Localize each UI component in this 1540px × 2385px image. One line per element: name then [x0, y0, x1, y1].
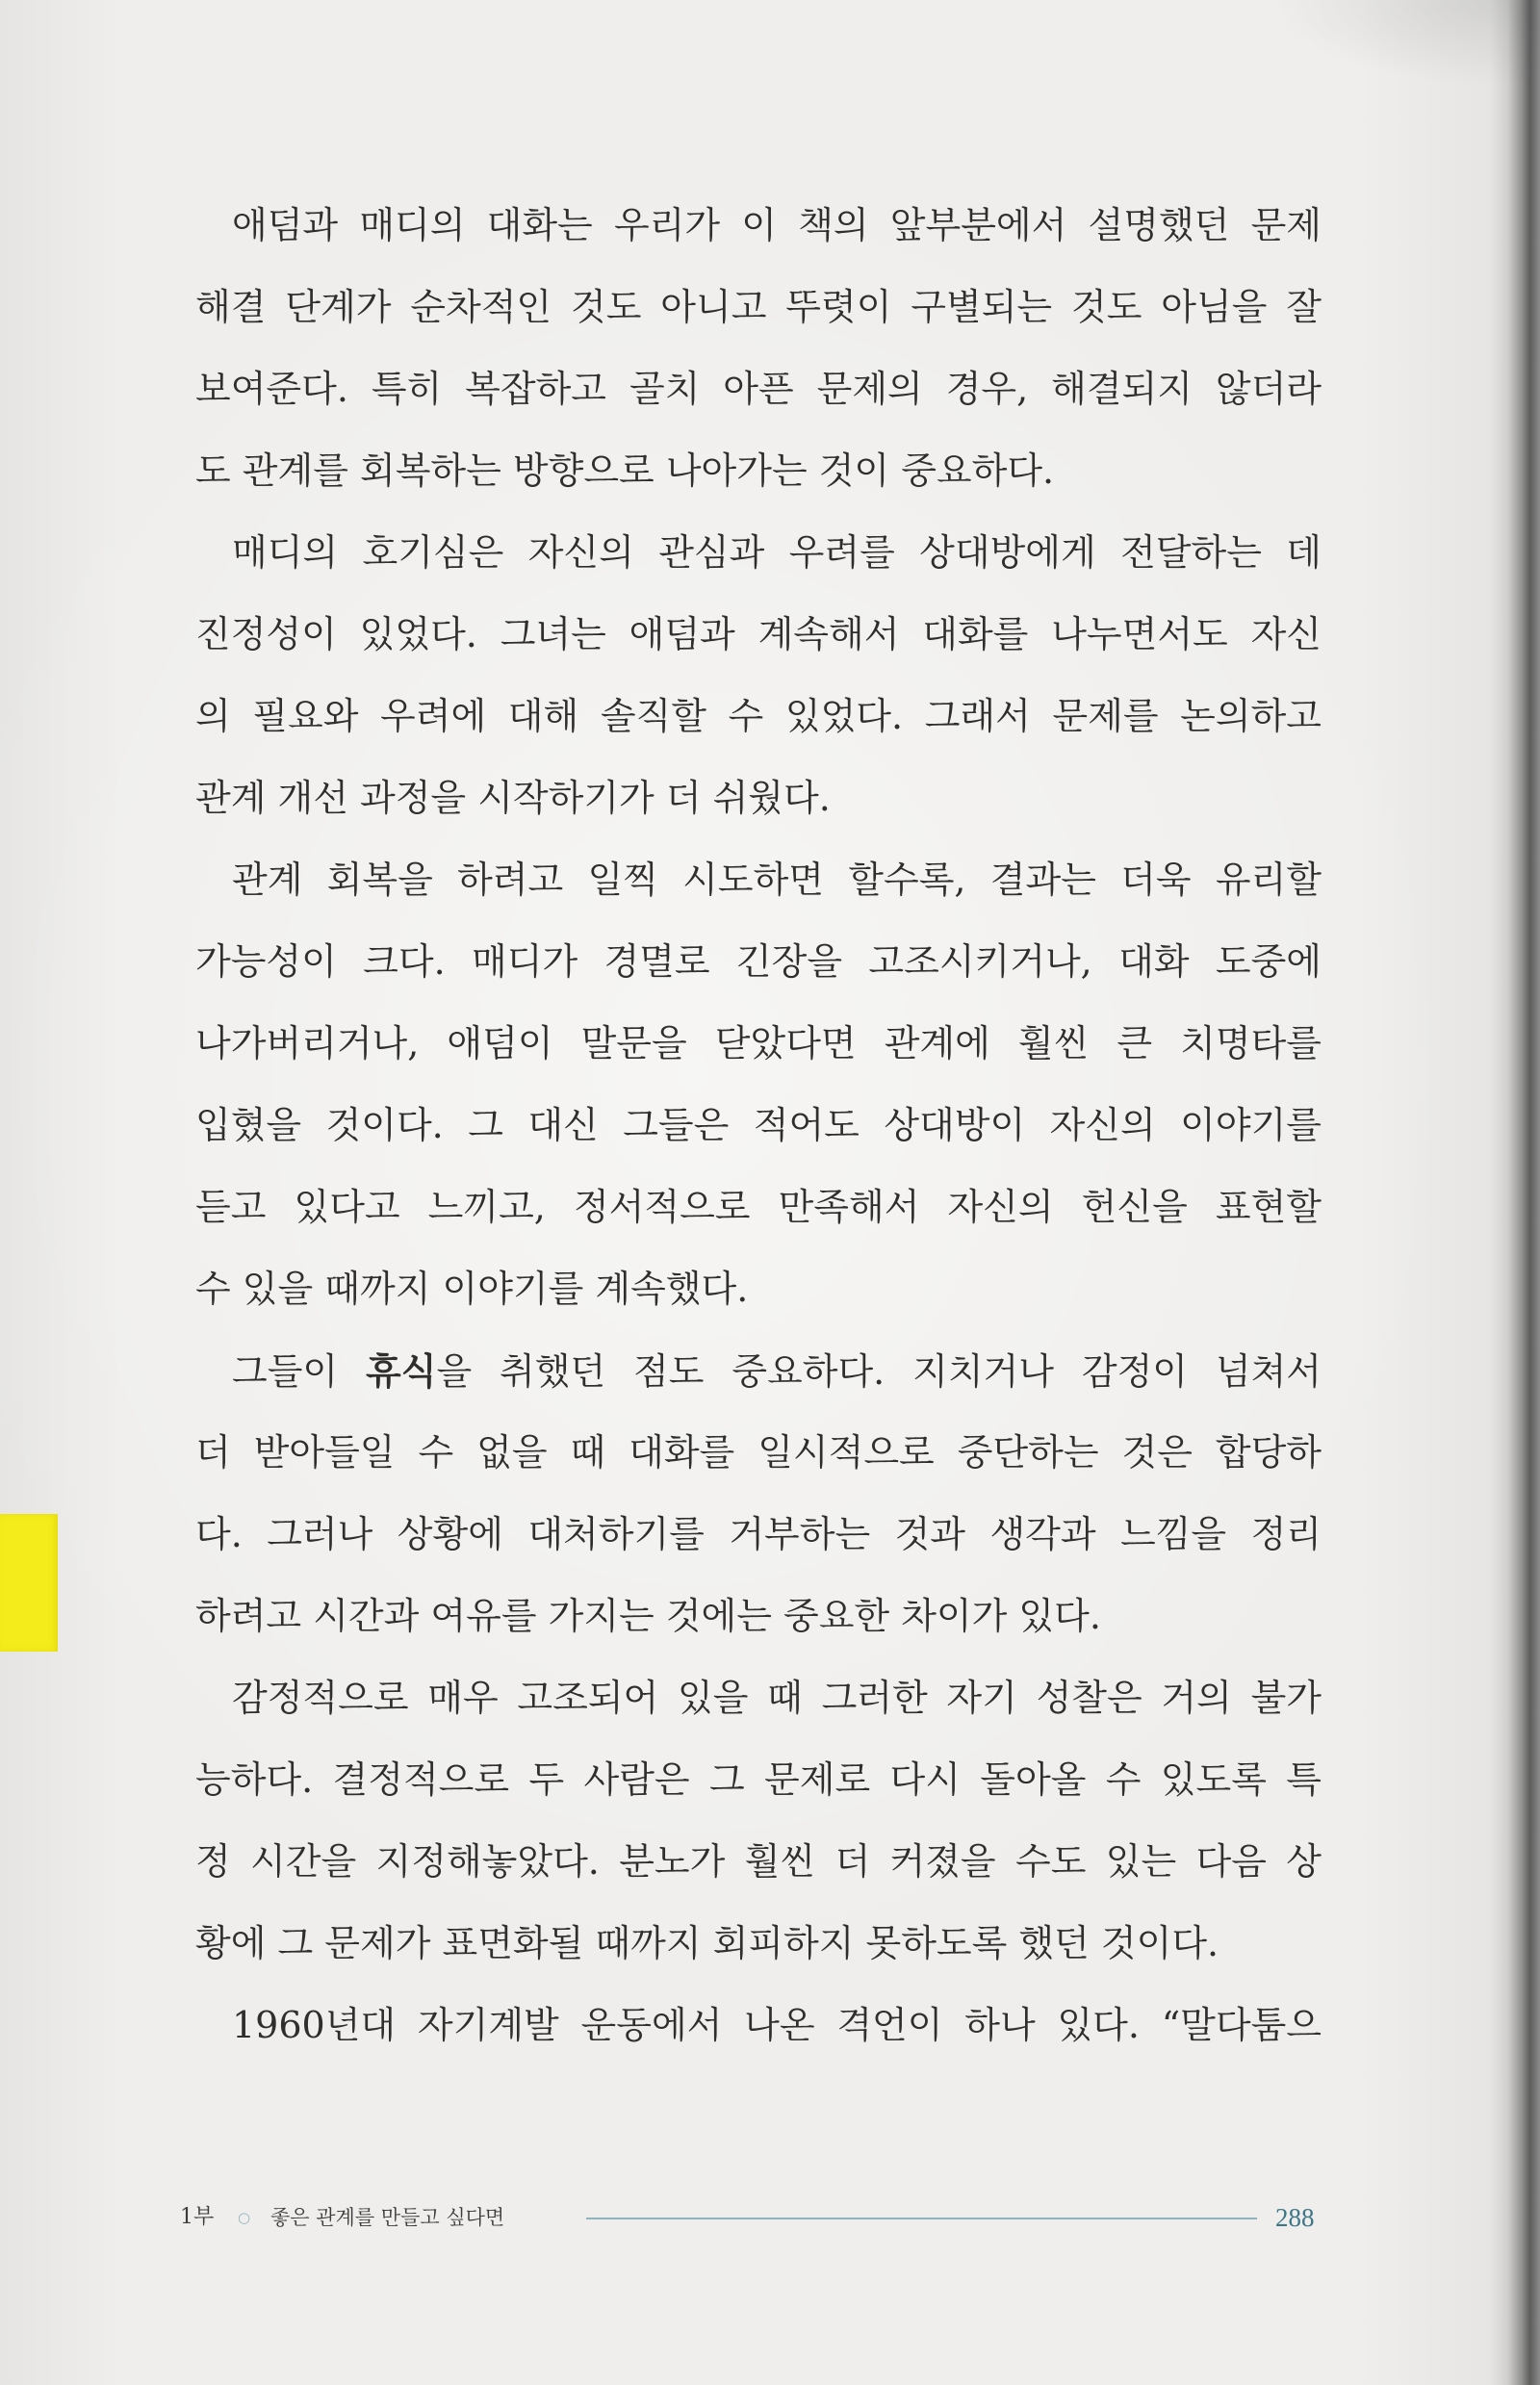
part-label: 1부	[180, 2205, 215, 2229]
text-line: 보여준다. 특히 복잡하고 골치 아픈 문제의 경우, 해결되지 않더라	[195, 368, 1322, 410]
paragraph	[195, 839, 1322, 1330]
text-line: 다. 그러나 상황에 대처하기를 거부하는 것과 생각과 느낌을 정리	[195, 1513, 1322, 1555]
body-text	[195, 185, 1322, 2066]
text-run: 을 취했던 점도 중요하다. 지치거나 감정이 넘쳐서	[436, 1350, 1322, 1393]
text-line: 하려고 시간과 여유를 가지는 것에는 중요한 차이가 있다.	[195, 1595, 1101, 1637]
text-line: 관계 회복을 하려고 일찍 시도하면 할수록, 결과는 더욱 유리할	[232, 859, 1322, 901]
sticky-note-flag	[0, 1514, 58, 1652]
text-line: 더 받아들일 수 없을 때 대화를 일시적으로 중단하는 것은 합당하	[195, 1431, 1322, 1474]
text-line: 수 있을 때까지 이야기를 계속했다.	[195, 1268, 749, 1310]
text-line: 듣고 있다고 느끼고, 정서적으로 만족해서 자신의 헌신을 표현할	[195, 1186, 1322, 1228]
paragraph	[195, 1985, 1322, 2066]
text-run: 그들이	[232, 1350, 367, 1393]
emphasized-term: 휴식	[366, 1349, 437, 1393]
text-line: 나가버리거나, 애덤이 말문을 닫았다면 관계에 훨씬 큰 치명타를	[195, 1022, 1322, 1064]
paragraph	[195, 185, 1322, 512]
page-number: 288	[1275, 2203, 1315, 2232]
text-line: 도 관계를 회복하는 방향으로 나아가는 것이 중요하다.	[195, 449, 1055, 492]
text-line: 정 시간을 지정해놓았다. 분노가 훨씬 더 커졌을 수도 있는 다음 상	[195, 1840, 1322, 1883]
text-line: 가능성이 크다. 매디가 경멸로 긴장을 고조시키거나, 대화 도중에	[195, 940, 1322, 983]
footer-rule	[586, 2218, 1257, 2219]
text-line: 감정적으로 매우 고조되어 있을 때 그러한 자기 성찰은 거의 불가	[232, 1677, 1322, 1719]
section-title: 좋은 관계를 만들고 싶다면	[270, 2206, 505, 2229]
text-line: 관계 개선 과정을 시작하기가 더 쉬웠다.	[195, 777, 831, 819]
text-line: 진정성이 있었다. 그녀는 애덤과 계속해서 대화를 나누면서도 자신	[195, 613, 1322, 655]
footer-separator: ○	[238, 2209, 251, 2226]
page-edge-shadow	[1490, 0, 1540, 2385]
running-footer	[0, 2196, 1540, 2239]
text-line: 1960년대 자기계발 운동에서 나온 격언이 하나 있다. “말다툼으	[232, 2004, 1322, 2046]
text-line: 애덤과 매디의 대화는 우리가 이 책의 앞부분에서 설명했던 문제	[232, 204, 1322, 246]
text-line: 의 필요와 우려에 대해 솔직할 수 있었다. 그래서 문제를 논의하고	[195, 695, 1322, 737]
text-line: 매디의 호기심은 자신의 관심과 우려를 상대방에게 전달하는 데	[232, 531, 1322, 574]
text-line: 입혔을 것이다. 그 대신 그들은 적어도 상대방이 자신의 이야기를	[195, 1104, 1322, 1146]
text-line: 해결 단계가 순차적인 것도 아니고 뚜렷이 구별되는 것도 아님을 잘	[195, 286, 1322, 328]
text-line: 황에 그 문제가 표면화될 때까지 회피하지 못하도록 했던 것이다.	[195, 1922, 1219, 1964]
paragraph	[195, 1657, 1322, 1985]
text-line: 능하다. 결정적으로 두 사람은 그 문제로 다시 돌아올 수 있도록 특	[195, 1758, 1322, 1801]
text-line	[195, 1330, 1322, 1412]
paragraph	[195, 1330, 1322, 1657]
paragraph	[195, 512, 1322, 839]
